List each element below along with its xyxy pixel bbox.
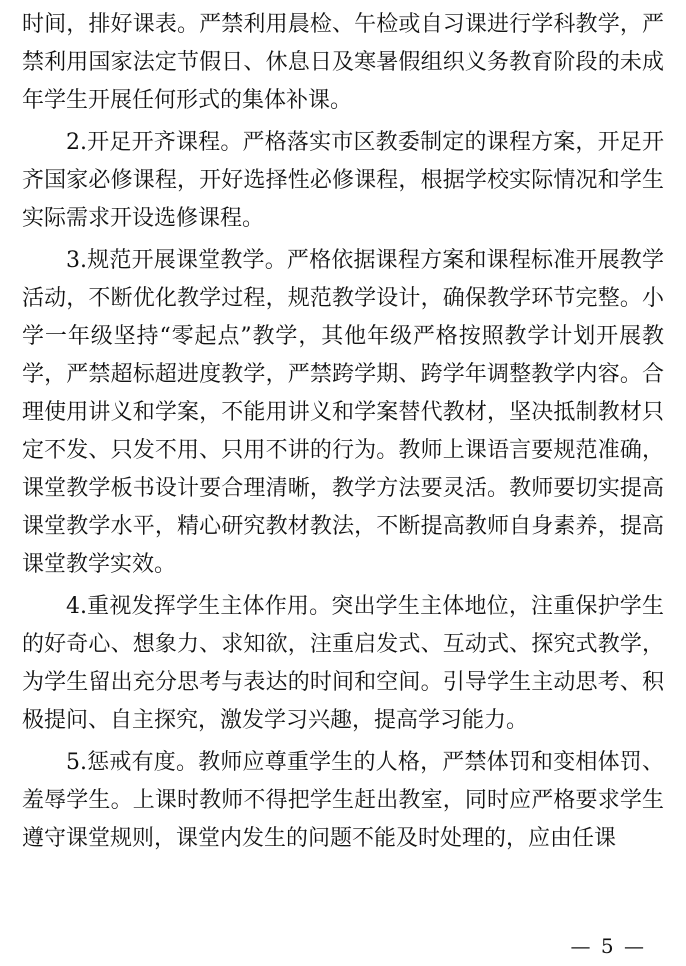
paragraph-item-3: 3.规范开展课堂教学。严格依据课程方案和课程标准开展教学活动，不断优化教学过程，规范教学设计，确保教学环节完整。小学一年级坚持“零起点”教学，其他年级严格按照教学计划开展教学，严禁超标超进度教学，严禁跨学期、跨学年调整教学内容。合理使用讲义和学案，不能用讲义和学案替代教材，坚决抵制教材只定不发、只发不用、只用不讲的行为。教师上课语言要规范准确，课堂教学板书设计要合理清晰，教学方法要灵活。教师要切实提高课堂教学水平，精心研究教材教法，不断提高教师自身素养，提高课堂教学实效。 [22,248,664,577]
paragraph-item-2: 2.开足开齐课程。严格落实市区教委制定的课程方案，开足开齐国家必修课程，开好选择性必修课程，根据学校实际情况和学生实际需求开设选修课程。 [22,130,664,231]
document-body [22,6,664,862]
paragraph-item-4: 4.重视发挥学生主体作用。突出学生主体地位，注重保护学生的好奇心、想象力、求知欲，注重启发式、互动式、探究式教学，为学生留出充分思考与表达的时间和空间。引导学生主动思考、积极提问、自主探究，激发学习兴趣，提高学习能力。 [22,594,664,733]
page-number: — 5 — [570,934,646,958]
paragraph-item-5: 5.惩戒有度。教师应尊重学生的人格，严禁体罚和变相体罚、羞辱学生。上课时教师不得把学生赶出教室，同时应严格要求学生遵守课堂规则，课堂内发生的问题不能及时处理的，应由任课 [22,750,664,851]
paragraph-continuation: 时间，排好课表。严禁利用晨检、午检或自习课进行学科教学，严禁利用国家法定节假日、休息日及寒暑假组织义务教育阶段的未成年学生开展任何形式的集体补课。 [22,12,664,113]
